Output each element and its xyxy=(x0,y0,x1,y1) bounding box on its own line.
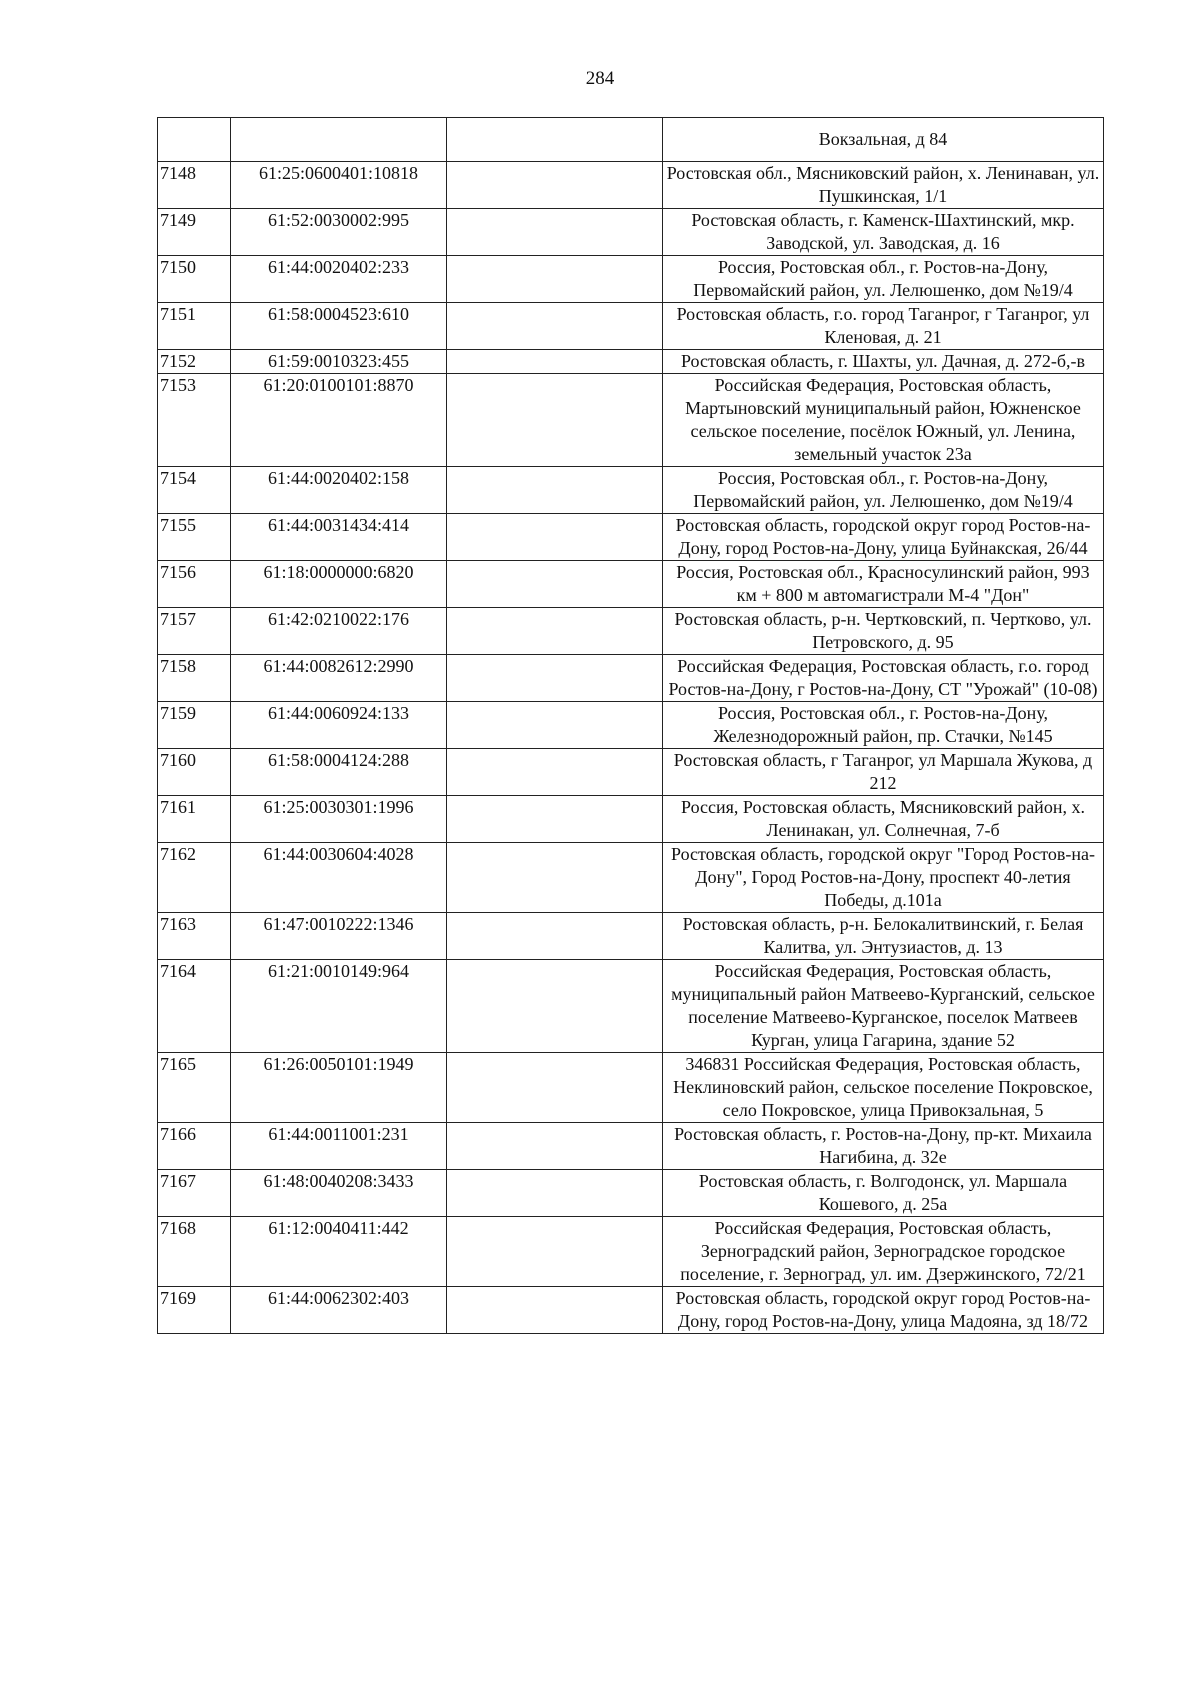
empty-cell xyxy=(447,960,663,1053)
row-number-cell: 7154 xyxy=(158,467,231,514)
table-row xyxy=(158,796,1104,843)
cadastral-number-cell: 61:47:0010222:1346 xyxy=(231,913,447,960)
row-number-cell: 7161 xyxy=(158,796,231,843)
empty-cell xyxy=(447,1123,663,1170)
row-number-cell: 7159 xyxy=(158,702,231,749)
address-cell: Ростовская область, г. Шахты, ул. Дачная, д. 272-б,-в xyxy=(663,350,1104,374)
cadastral-number-cell: 61:25:0030301:1996 xyxy=(231,796,447,843)
row-number-cell: 7165 xyxy=(158,1053,231,1123)
address-cell: Ростовская область, р-н. Белокалитвинский, г. Белая Калитва, ул. Энтузиастов, д. 13 xyxy=(663,913,1104,960)
empty-cell xyxy=(447,655,663,702)
cadastral-number-cell: 61:18:0000000:6820 xyxy=(231,561,447,608)
address-cell: Россия, Ростовская обл., г. Ростов-на-Дону, Первомайский район, ул. Лелюшенко, дом №19/4 xyxy=(663,467,1104,514)
row-number-cell: 7153 xyxy=(158,374,231,467)
cadastral-number-cell: 61:21:0010149:964 xyxy=(231,960,447,1053)
row-number-cell: 7162 xyxy=(158,843,231,913)
table-row xyxy=(158,1217,1104,1287)
address-cell: Ростовская область, г Таганрог, ул Маршала Жукова, д 212 xyxy=(663,749,1104,796)
table-row xyxy=(158,702,1104,749)
cadastral-number-cell: 61:44:0011001:231 xyxy=(231,1123,447,1170)
empty-cell xyxy=(447,256,663,303)
table-row xyxy=(158,514,1104,561)
cadastral-number-cell: 61:12:0040411:442 xyxy=(231,1217,447,1287)
table-row xyxy=(158,1287,1104,1334)
empty-cell xyxy=(447,1170,663,1217)
cadastral-number-cell: 61:44:0060924:133 xyxy=(231,702,447,749)
address-cell: Вокзальная, д 84 xyxy=(663,118,1104,162)
table-row xyxy=(158,209,1104,256)
table-row xyxy=(158,749,1104,796)
registry-body xyxy=(158,118,1104,1334)
address-cell: Ростовская область, городской округ "Город Ростов-на-Дону", Город Ростов-на-Дону, проспект 40-летия Победы, д.101а xyxy=(663,843,1104,913)
empty-cell xyxy=(447,796,663,843)
row-number-cell: 7168 xyxy=(158,1217,231,1287)
address-cell: Российская Федерация, Ростовская область, г.о. город Ростов-на-Дону, г Ростов-на-Дону, СТ "Урожай" (10-08) xyxy=(663,655,1104,702)
table-row xyxy=(158,303,1104,350)
empty-cell xyxy=(447,1287,663,1334)
empty-cell xyxy=(447,118,663,162)
empty-cell xyxy=(447,561,663,608)
address-cell: Россия, Ростовская область, Мясниковский район, х. Ленинакан, ул. Солнечная, 7-б xyxy=(663,796,1104,843)
empty-cell xyxy=(447,608,663,655)
address-cell: Ростовская область, г. Волгодонск, ул. Маршала Кошевого, д. 25а xyxy=(663,1170,1104,1217)
table-row xyxy=(158,913,1104,960)
empty-cell xyxy=(447,209,663,256)
row-number-cell: 7155 xyxy=(158,514,231,561)
address-cell: Ростовская область, г. Ростов-на-Дону, пр-кт. Михаила Нагибина, д. 32е xyxy=(663,1123,1104,1170)
empty-cell xyxy=(447,913,663,960)
cadastral-number-cell: 61:42:0210022:176 xyxy=(231,608,447,655)
address-cell: 346831 Российская Федерация, Ростовская область, Неклиновский район, сельское поселение Покровское, село Покровское, улица Привокзальная, 5 xyxy=(663,1053,1104,1123)
cadastral-number-cell: 61:44:0020402:233 xyxy=(231,256,447,303)
table-row-continued xyxy=(158,118,1104,162)
address-cell: Ростовская область, г. Каменск-Шахтинский, мкр. Заводской, ул. Заводская, д. 16 xyxy=(663,209,1104,256)
table-row xyxy=(158,374,1104,467)
row-number-cell: 7167 xyxy=(158,1170,231,1217)
empty-cell xyxy=(447,702,663,749)
table-row xyxy=(158,350,1104,374)
address-cell: Ростовская область, городской округ город Ростов-на-Дону, город Ростов-на-Дону, улица Мадояна, зд 18/72 xyxy=(663,1287,1104,1334)
cadastral-number-cell: 61:59:0010323:455 xyxy=(231,350,447,374)
row-number-cell: 7169 xyxy=(158,1287,231,1334)
row-number-cell xyxy=(158,118,231,162)
row-number-cell: 7152 xyxy=(158,350,231,374)
cadastral-number-cell: 61:44:0031434:414 xyxy=(231,514,447,561)
cadastral-number-cell: 61:44:0020402:158 xyxy=(231,467,447,514)
cadastral-number-cell: 61:58:0004124:288 xyxy=(231,749,447,796)
table-row xyxy=(158,256,1104,303)
page-number: 284 xyxy=(585,68,615,89)
cadastral-number-cell: 61:44:0062302:403 xyxy=(231,1287,447,1334)
table-row xyxy=(158,162,1104,209)
empty-cell xyxy=(447,162,663,209)
cadastral-number-cell: 61:25:0600401:10818 xyxy=(231,162,447,209)
table-row xyxy=(158,655,1104,702)
row-number-cell: 7158 xyxy=(158,655,231,702)
cadastral-number-cell: 61:44:0030604:4028 xyxy=(231,843,447,913)
cadastral-number-cell: 61:26:0050101:1949 xyxy=(231,1053,447,1123)
address-cell: Ростовская область, городской округ город Ростов-на-Дону, город Ростов-на-Дону, улица Буйнакская, 26/44 xyxy=(663,514,1104,561)
address-cell: Российская Федерация, Ростовская область, Мартыновский муниципальный район, Южненское сельское поселение, посёлок Южный, ул. Ленина, земельный участок 23а xyxy=(663,374,1104,467)
empty-cell xyxy=(447,749,663,796)
address-cell: Российская Федерация, Ростовская область, Зерноградский район, Зерноградское городское поселение, г. Зерноград, ул. им. Дзержинского, 72/21 xyxy=(663,1217,1104,1287)
address-cell: Ростовская обл., Мясниковский район, х. Ленинаван, ул. Пушкинская, 1/1 xyxy=(663,162,1104,209)
empty-cell xyxy=(447,303,663,350)
row-number-cell: 7156 xyxy=(158,561,231,608)
table-row xyxy=(158,1053,1104,1123)
table-row xyxy=(158,608,1104,655)
empty-cell xyxy=(447,1053,663,1123)
empty-cell xyxy=(447,350,663,374)
cadastral-number-cell: 61:20:0100101:8870 xyxy=(231,374,447,467)
table-row xyxy=(158,467,1104,514)
cadastral-number-cell: 61:48:0040208:3433 xyxy=(231,1170,447,1217)
row-number-cell: 7149 xyxy=(158,209,231,256)
empty-cell xyxy=(447,1217,663,1287)
empty-cell xyxy=(447,374,663,467)
row-number-cell: 7160 xyxy=(158,749,231,796)
row-number-cell: 7166 xyxy=(158,1123,231,1170)
empty-cell xyxy=(447,467,663,514)
empty-cell xyxy=(447,843,663,913)
empty-cell xyxy=(447,514,663,561)
registry-table xyxy=(157,117,1104,1334)
row-number-cell: 7163 xyxy=(158,913,231,960)
address-cell: Россия, Ростовская обл., г. Ростов-на-Дону, Железнодорожный район, пр. Стачки, №145 xyxy=(663,702,1104,749)
cadastral-number-cell xyxy=(231,118,447,162)
cadastral-number-cell: 61:44:0082612:2990 xyxy=(231,655,447,702)
cadastral-number-cell: 61:58:0004523:610 xyxy=(231,303,447,350)
row-number-cell: 7164 xyxy=(158,960,231,1053)
address-cell: Россия, Ростовская обл., Красносулинский район, 993 км + 800 м автомагистрали М-4 "Дон" xyxy=(663,561,1104,608)
address-cell: Российская Федерация, Ростовская область, муниципальный район Матвеево-Курганский, сельское поселение Матвеево-Курганское, поселок Матвеев Курган, улица Гагарина, здание 52 xyxy=(663,960,1104,1053)
address-cell: Ростовская область, р-н. Чертковский, п. Чертково, ул. Петровского, д. 95 xyxy=(663,608,1104,655)
table-row xyxy=(158,1123,1104,1170)
row-number-cell: 7151 xyxy=(158,303,231,350)
table-row xyxy=(158,843,1104,913)
table-row xyxy=(158,1170,1104,1217)
row-number-cell: 7157 xyxy=(158,608,231,655)
table-row xyxy=(158,561,1104,608)
address-cell: Ростовская область, г.о. город Таганрог, г Таганрог, ул Кленовая, д. 21 xyxy=(663,303,1104,350)
row-number-cell: 7148 xyxy=(158,162,231,209)
address-cell: Россия, Ростовская обл., г. Ростов-на-Дону, Первомайский район, ул. Лелюшенко, дом №19/4 xyxy=(663,256,1104,303)
table-row xyxy=(158,960,1104,1053)
row-number-cell: 7150 xyxy=(158,256,231,303)
cadastral-number-cell: 61:52:0030002:995 xyxy=(231,209,447,256)
